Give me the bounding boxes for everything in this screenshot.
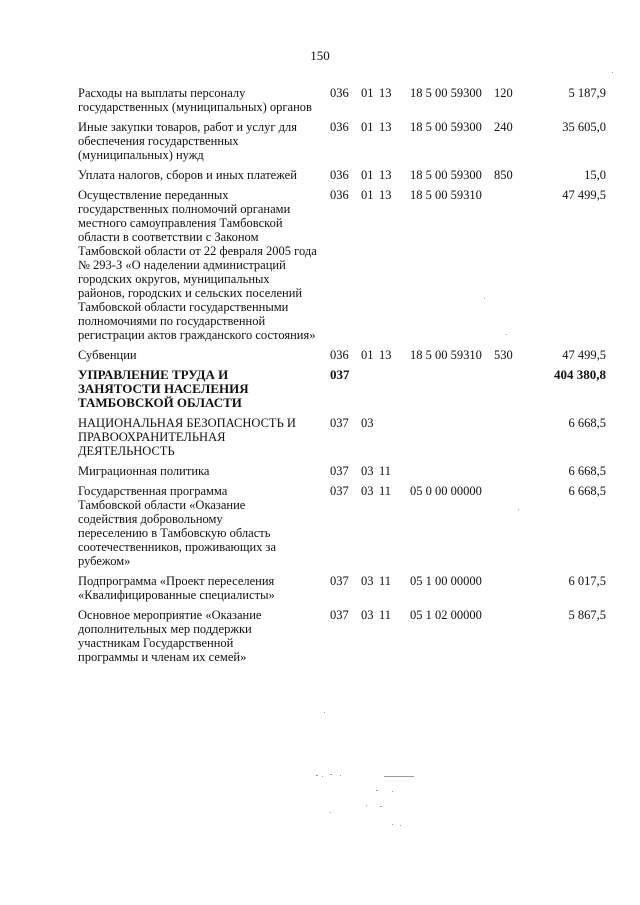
row-name: Уплата налогов, сборов и иных платежей xyxy=(78,168,297,182)
row-sum: 404 380,8 xyxy=(554,367,606,382)
table-row xyxy=(78,348,608,362)
row-pr: 11 xyxy=(379,574,392,588)
row-vr: 530 xyxy=(494,348,513,362)
row-rz: 03 xyxy=(361,416,374,430)
row-rz: 03 xyxy=(361,464,374,478)
row-pr: 11 xyxy=(379,464,392,478)
table-row xyxy=(78,574,608,602)
row-sum: 6 017,5 xyxy=(568,574,606,588)
row-rz: 01 xyxy=(361,348,374,362)
row-pr: 13 xyxy=(379,86,392,100)
row-rz: 01 xyxy=(361,120,374,134)
row-gr: 036 xyxy=(330,168,349,182)
row-gr: 036 xyxy=(330,348,349,362)
row-sum: 15,0 xyxy=(584,168,606,182)
table-row xyxy=(78,168,608,182)
row-gr: 037 xyxy=(330,484,349,498)
row-cs: 05 1 00 00000 xyxy=(410,574,482,588)
row-sum: 5 187,9 xyxy=(568,86,606,100)
row-name: Иные закупки товаров, работ и услуг для обеспечения государственных (муниципальных) нужд xyxy=(78,120,298,162)
page-number: 150 xyxy=(310,48,330,63)
row-gr: 037 xyxy=(330,416,349,430)
row-sum: 5 867,5 xyxy=(568,608,606,622)
row-sum: 47 499,5 xyxy=(562,188,606,202)
row-sum: 6 668,5 xyxy=(568,484,606,498)
row-vr: 850 xyxy=(494,168,513,182)
table-row xyxy=(78,120,608,162)
row-name: Субвенции xyxy=(78,348,137,362)
row-name: НАЦИОНАЛЬНАЯ БЕЗОПАСНОСТЬ И ПРАВООХРАНИТЕЛЬНАЯ ДЕЯТЕЛЬНОСТЬ xyxy=(78,416,296,458)
row-pr: 13 xyxy=(379,168,392,182)
table-row xyxy=(78,86,608,114)
row-pr: 11 xyxy=(379,484,392,498)
row-gr: 036 xyxy=(330,86,349,100)
row-name: Основное мероприятие «Оказание дополнительных мер поддержки участникам Государственной программы и членам их семей» xyxy=(78,608,262,664)
row-cs: 18 5 00 59310 xyxy=(410,348,482,362)
row-sum: 6 668,5 xyxy=(568,416,606,430)
row-cs: 18 5 00 59300 xyxy=(410,168,482,182)
row-cs: 18 5 00 59300 xyxy=(410,86,482,100)
row-vr: 240 xyxy=(494,120,513,134)
row-name: Миграционная политика xyxy=(78,464,210,478)
row-name: Осуществление переданных государственных полномочий органами местного самоуправления Тамбовской области в соответствии с Законом Тамбовской области от 22 февраля 2005 года № 293-З «О наделении администраций городских округов, муниципальных районов, городских и сельских поселений Тамбовской области государственными полномочиями по государственной регистрации актов гражданского состояния» xyxy=(78,188,317,342)
row-gr: 037 xyxy=(330,574,349,588)
row-gr: 037 xyxy=(330,608,349,622)
row-cs: 05 1 02 00000 xyxy=(410,608,482,622)
table-row xyxy=(78,188,608,342)
row-rz: 01 xyxy=(361,168,374,182)
budget-table xyxy=(78,86,608,670)
row-gr: 037 xyxy=(330,464,349,478)
table-row xyxy=(78,484,608,568)
row-gr: 037 xyxy=(330,367,350,382)
row-sum: 35 605,0 xyxy=(562,120,606,134)
row-sum: 6 668,5 xyxy=(568,464,606,478)
row-pr: 13 xyxy=(379,348,392,362)
row-cs: 18 5 00 59310 xyxy=(410,188,482,202)
row-pr: 11 xyxy=(379,608,392,622)
row-vr: 120 xyxy=(494,86,513,100)
row-pr: 13 xyxy=(379,120,392,134)
row-pr: 13 xyxy=(379,188,392,202)
row-gr: 036 xyxy=(330,188,349,202)
row-rz: 03 xyxy=(361,608,374,622)
table-row xyxy=(78,608,608,664)
row-rz: 03 xyxy=(361,484,374,498)
row-name: Расходы на выплаты персоналу государственных (муниципальных) органов xyxy=(78,86,312,114)
table-row xyxy=(78,368,608,410)
row-name: УПРАВЛЕНИЕ ТРУДА И ЗАНЯТОСТИ НАСЕЛЕНИЯ ТАМБОВСКОЙ ОБЛАСТИ xyxy=(78,367,249,410)
table-row xyxy=(78,416,608,458)
row-gr: 036 xyxy=(330,120,349,134)
row-rz: 01 xyxy=(361,188,374,202)
table-row xyxy=(78,464,608,478)
row-name: Государственная программа Тамбовской области «Оказание содействия добровольному переселению в Тамбовскую область соотечественников, проживающих за рубежом» xyxy=(78,484,277,568)
row-sum: 47 499,5 xyxy=(562,348,606,362)
row-rz: 03 xyxy=(361,574,374,588)
row-cs: 18 5 00 59300 xyxy=(410,120,482,134)
row-rz: 01 xyxy=(361,86,374,100)
row-cs: 05 0 00 00000 xyxy=(410,484,482,498)
row-name: Подпрограмма «Проект переселения «Квалифицированные специалисты» xyxy=(78,574,275,602)
